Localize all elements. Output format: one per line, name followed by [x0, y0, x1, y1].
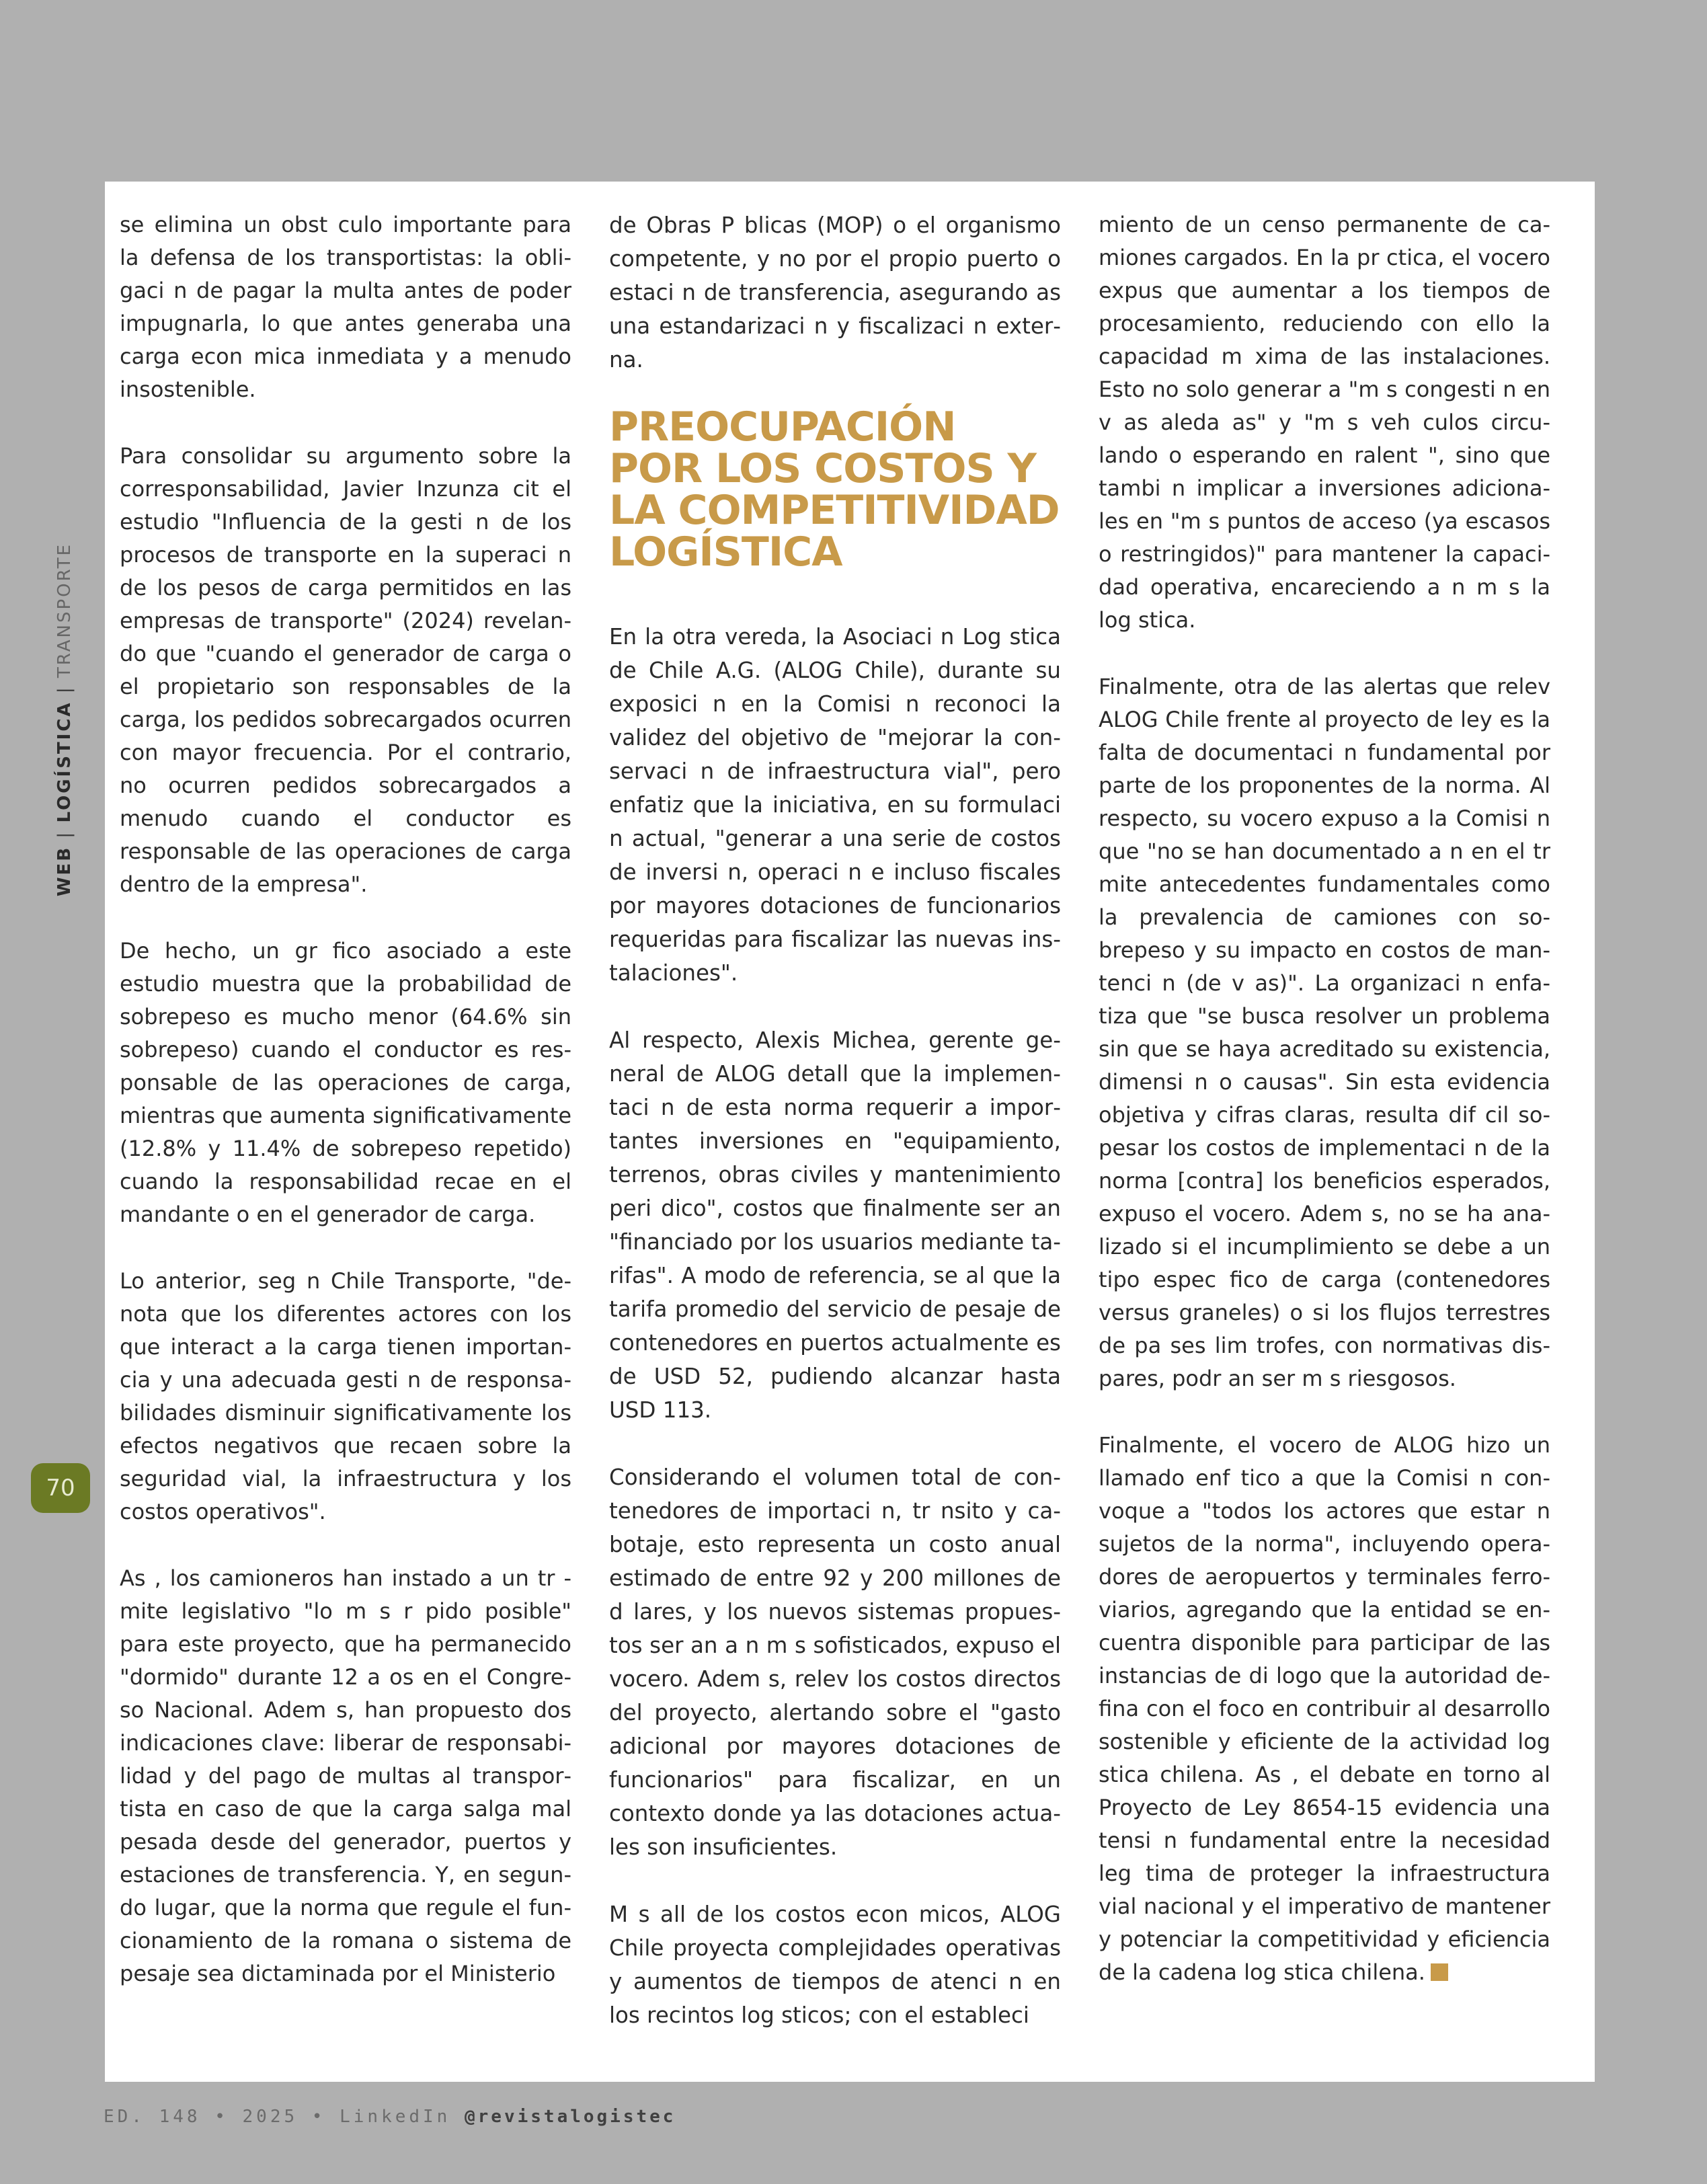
paragraph: En la otra vereda, la Asociaci n Log stica de Chile A.G. (ALOG Chile), durante su exposici n en la Comisi n reconoci la validez del objetivo de "mejorar la conservaci n de infraestructura vial", pero enfatiz que la iniciativa, en su formulaci n actual, "generar a una serie de costos de inversi n, operaci n e incluso fiscales por mayores dotaciones de funcionarios requeridas para fiscalizar las nuevas instalaciones". — [609, 624, 1061, 986]
section-separator-2: | — [54, 678, 75, 701]
paragraph: miento de un censo permanente de camiones cargados. En la pr ctica, el vocero expus que aumentar a los tiempos de procesamiento, reduciendo con ello la capacidad m xima de las instalaciones. Esto no solo generar a "m s congesti n en v as aleda as" y "m s veh culos circulando o esperando en ralent ", sino que tambi n implicar a inversiones adicionales en "m s puntos de acceso (ya escasos o restringidos)" para mantener la capacidad operativa, encareciendo a n m s la log stica. — [1099, 212, 1550, 633]
page-number: 70 — [31, 1463, 90, 1513]
paragraph: Considerando el volumen total de contenedores de importaci n, tr nsito y cabotaje, esto representa un costo anual estimado de entre 92 y 200 millones de d lares, y los nuevos sistemas propuestos ser an a n m s sofisticados, expuso el vocero. Adem s, relev los costos directos del proyecto, alertando sobre el "gasto adicional por mayores dotaciones de funcionarios" para fiscalizar, en un contexto donde ya las dotaciones actuales son insuficientes. — [609, 1465, 1061, 1860]
footer — [104, 2107, 676, 2127]
paragraph: Al respecto, Alexis Michea, gerente general de ALOG detall que la implementaci n de esta norma requerir a importantes inversiones en "equipamiento, terrenos, obras civiles y mantenimiento peri dico", costos que finalmente ser an "financiado por los usuarios mediante tarifas". A modo de referencia, se al que la tarifa promedio del servicio de pesaje de contenedores en puertos actualmente es de USD 52, pudiendo alcanzar hasta USD 113. — [609, 1027, 1061, 1423]
footer-handle: @revistalogistec — [465, 2107, 676, 2127]
paragraph: De hecho, un gr fico asociado a este estudio muestra que la probabilidad de sobrepeso es mucho menor (64.6% sin sobrepeso) cuando el conductor es responsable de las operaciones de carga, mientras que aumenta significativamente (12.8% y 11.4% de sobrepeso repetido) cuando la responsabilidad recae en el mandante o en el generador de carga. — [120, 938, 571, 1227]
article-column-1 — [120, 208, 571, 1990]
paragraph-final — [1099, 1429, 1550, 1989]
paragraph: se elimina un obst culo importante para la defensa de los transportistas: la obligaci n de pagar la multa antes de poder impugnarla, lo que antes generaba una carga econ mica inmediata y a menudo insostenible. — [120, 212, 571, 402]
paragraph: Finalmente, otra de las alertas que relev ALOG Chile frente al proyecto de ley es la falta de documentaci n fundamental por parte de los proponentes de la norma. Al respecto, su vocero expuso a la Comisi n que "no se han documentado a n en el tr mite antecedentes fundamentales como la prevalencia de camiones con sobrepeso y su impacto en costos de mantenci n (de v as)". La organizaci n enfatiza que "se busca resolver un problema sin que se haya acreditado su existencia, dimensi n o causas". Sin esta evidencia objetiva y cifras claras, resulta dif cil sopesar los costos de implementaci n de la norma [contra] los beneficios esperados, expuso el vocero. Adem s, no se ha analizado si el incumplimiento se debe a un tipo espec fico de carga (contenedores versus graneles) o si los flujos terrestres de pa ses lim trofes, con normativas dispares, podr an ser m s riesgosos. — [1099, 674, 1550, 1391]
section-label — [54, 543, 75, 896]
article-column-2 — [609, 208, 1061, 2032]
article-column-3 — [1099, 208, 1550, 1989]
section-separator-1: | — [54, 822, 75, 846]
end-square-icon — [1431, 1963, 1448, 1981]
footer-edition: ED. 148 • 2025 • LinkedIn — [104, 2107, 465, 2127]
section-web: WEB — [54, 845, 75, 897]
paragraph: Para consolidar su argumento sobre la corresponsabilidad, Javier Inzunza cit el estudio "Influencia de la gesti n de los procesos de transporte en la superaci n de los pesos de carga permitidos en las empresas de transporte" (2024) revelando que "cuando el generador de carga o el propietario son responsables de la carga, los pedidos sobrecargados ocurren con mayor frecuencia. Por el contrario, no ocurren pedidos sobrecargados a menudo cuando el conductor es responsable de las operaciones de carga dentro de la empresa". — [120, 443, 571, 897]
paragraph: Lo anterior, seg n Chile Transporte, "denota que los diferentes actores con los que interact a la carga tienen importancia y una adecuada gesti n de responsabilidades disminuir significativamente los efectos negativos que recaen sobre la seguridad vial, la infraestructura y los costos operativos". — [120, 1268, 571, 1524]
section-transporte: TRANSPORTE — [54, 542, 75, 678]
paragraph-final-text: Finalmente, el vocero de ALOG hizo un llamado enf tico a que la Comisi n convoque a "todos los actores que estar n sujetos de la norma", incluyendo operadores de aeropuertos y terminales ferroviarios, agregando que la entidad se encuentra disponible para participar de las instancias de di logo que la autoridad defina con el foco en contribuir al desarrollo sostenible y eficiente de la actividad log stica chilena. As , el debate en torno al Proyecto de Ley 8654-15 evidencia una tensi n fundamental entre la necesidad leg tima de proteger la infraestructura vial nacional y el imperativo de mantener y potenciar la competitividad y eficiencia de la cadena log stica chilena. — [1099, 1432, 1550, 1985]
section-heading: PREOCUPACIÓN POR LOS COSTOS Y LA COMPETITIVIDAD LOGÍSTICA — [609, 403, 1060, 576]
paragraph: de Obras P blicas (MOP) o el organismo competente, y no por el propio puerto o estaci n de transferencia, asegurando as una estandarizaci n y fiscalizaci n externa. — [609, 212, 1061, 373]
paragraph: M s all de los costos econ micos, ALOG Chile proyecta complejidades operativas y aumentos de tiempos de atenci n en los recintos log sticos; con el estableci — [609, 1902, 1061, 2028]
paragraph: As , los camioneros han instado a un tr mite legislativo "lo m s r pido posible" para este proyecto, que ha permanecido "dormido" durante 12 a os en el Congreso Nacional. Adem s, han propuesto dos indicaciones clave: liberar de responsabilidad y del pago de multas al transportista en caso de que la carga salga mal pesada desde del generador, puertos y estaciones de transferencia. Y, en segundo lugar, que la norma que regule el funcionamiento de la romana o sistema de pesaje sea dictaminada por el Ministerio — [120, 1565, 571, 1986]
article-page — [105, 182, 1595, 2082]
section-logistica: LOGÍSTICA — [54, 701, 75, 823]
